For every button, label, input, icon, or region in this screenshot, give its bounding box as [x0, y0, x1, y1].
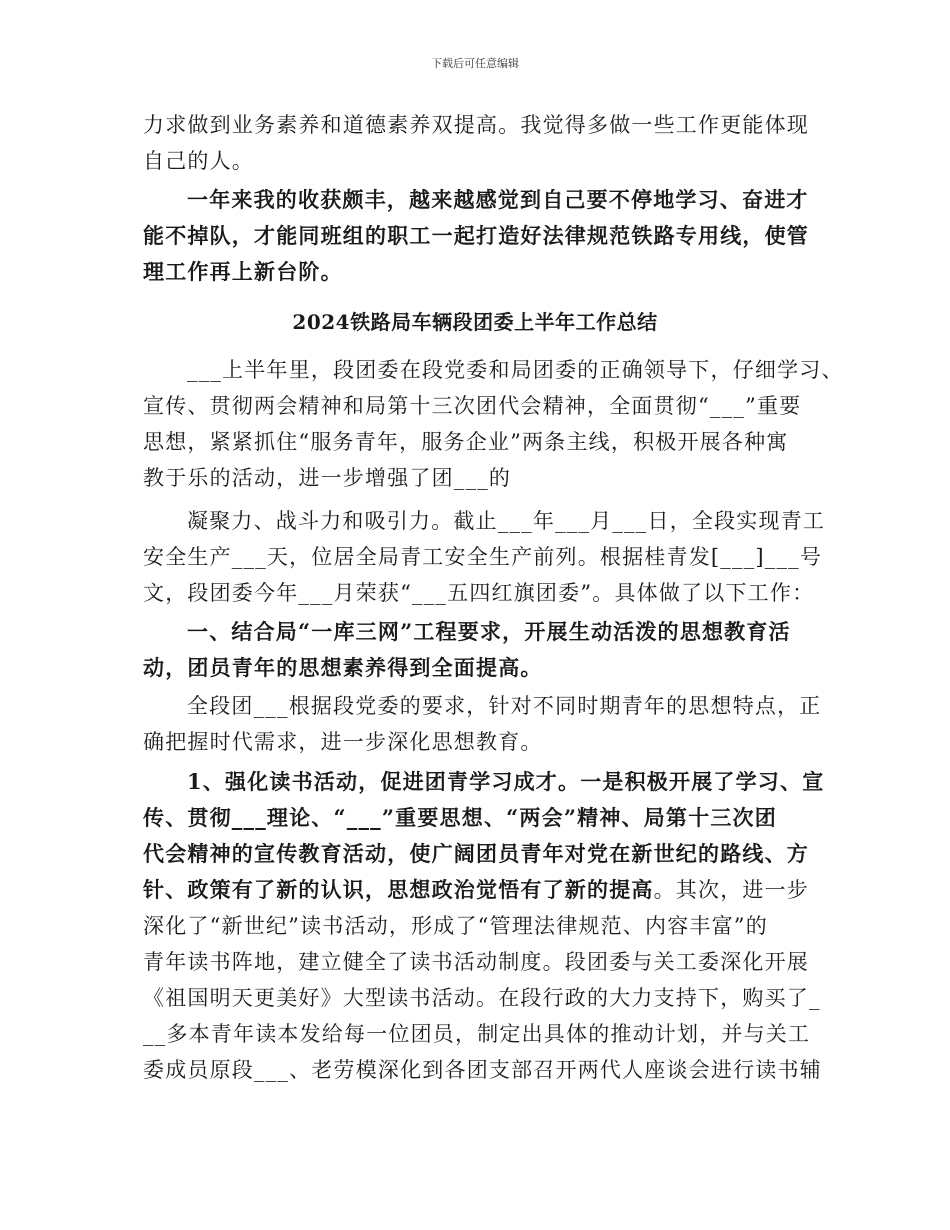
paragraph-line: 理工作再上新台阶。 [143, 259, 343, 284]
paragraph-line: 青年读书阵地，建立健全了读书活动制度。段团委与关工委深化开展 [143, 950, 809, 974]
page-header: 下载后可任意编辑 [431, 57, 519, 70]
paragraph-line: 教于乐的活动，进一步增强了团___的 [143, 466, 512, 490]
paragraph-line: 文，段团委今年___月荣获“___五四红旗团委”。具体做了以下工作： [143, 581, 815, 605]
paragraph-line: 思想，紧紧抓住“服务青年，服务企业”两条主线，积极开展各种寓 [143, 430, 789, 454]
paragraph-line: 一、结合局“一库三网”工程要求，开展生动活泼的思想教育活 [187, 619, 791, 644]
paragraph-line: 一年来我的收获颇丰，越来越感觉到自己要不停地学习、奋进才 [187, 187, 809, 212]
paragraph-line: 传、贯彻___理论、“___”重要思想、“两会”精神、局第十三次团 [143, 805, 777, 830]
paragraph-line: 深化了“新世纪”读书活动，形成了“管理法律规范、内容丰富”的 [143, 914, 768, 938]
paragraph-line [143, 872, 813, 908]
paragraph-line: 自己的人。 [143, 149, 254, 173]
paragraph-line: 委成员原段___、老劳模深化到各团支部召开两代人座谈会进行读书辅 [143, 1058, 822, 1082]
paragraph-line: 全段团___根据段党委的要求，针对不同时期青年的思想特点，正 [187, 694, 822, 718]
paragraph-line: 《祖国明天更美好》大型读书活动。在段行政的大力支持下，购买了_ [143, 986, 821, 1010]
line-segment: 针、政策有了新的认识，思想政治觉悟有了新的提高 [143, 877, 654, 902]
paragraph-line: 安全生产___天，位居全局青工安全生产前列。根据桂青发[___]___号 [143, 545, 823, 569]
paragraph-line: 凝聚力、战斗力和吸引力。截止___年___月___日，全段实现青工 [187, 509, 826, 533]
paragraph-line: 确把握时代需求，进一步深化思想教育。 [143, 730, 543, 754]
document-title: 2024铁路局车辆段团委上半年工作总结 [292, 310, 658, 334]
paragraph-line: 力求做到业务素养和道德素养双提高。我觉得多做一些工作更能体现 [143, 113, 809, 137]
paragraph-line: 宣传、贯彻两会精神和局第十三次团代会精神，全面贯彻“___”重要 [143, 394, 802, 418]
paragraph-line: 1、强化读书活动，促进团青学习成才。一是积极开展了学习、宣 [187, 769, 825, 794]
paragraph-line: 动，团员青年的思想素养得到全面提高。 [143, 655, 543, 680]
line-segment: 。其次，进一步 [653, 878, 810, 902]
paragraph-line: 代会精神的宣传教育活动，使广阔团员青年对党在新世纪的路线、方 [143, 841, 809, 866]
paragraph-line: 能不掉队，才能同班组的职工一起打造好法律规范铁路专用线，使管 [143, 223, 809, 248]
paragraph-line: __多本青年读本发给每一位团员，制定出具体的推动计划，并与关工 [143, 1022, 811, 1046]
paragraph-line: ___上半年里，段团委在段党委和局团委的正确领导下，仔细学习、 [187, 358, 844, 382]
